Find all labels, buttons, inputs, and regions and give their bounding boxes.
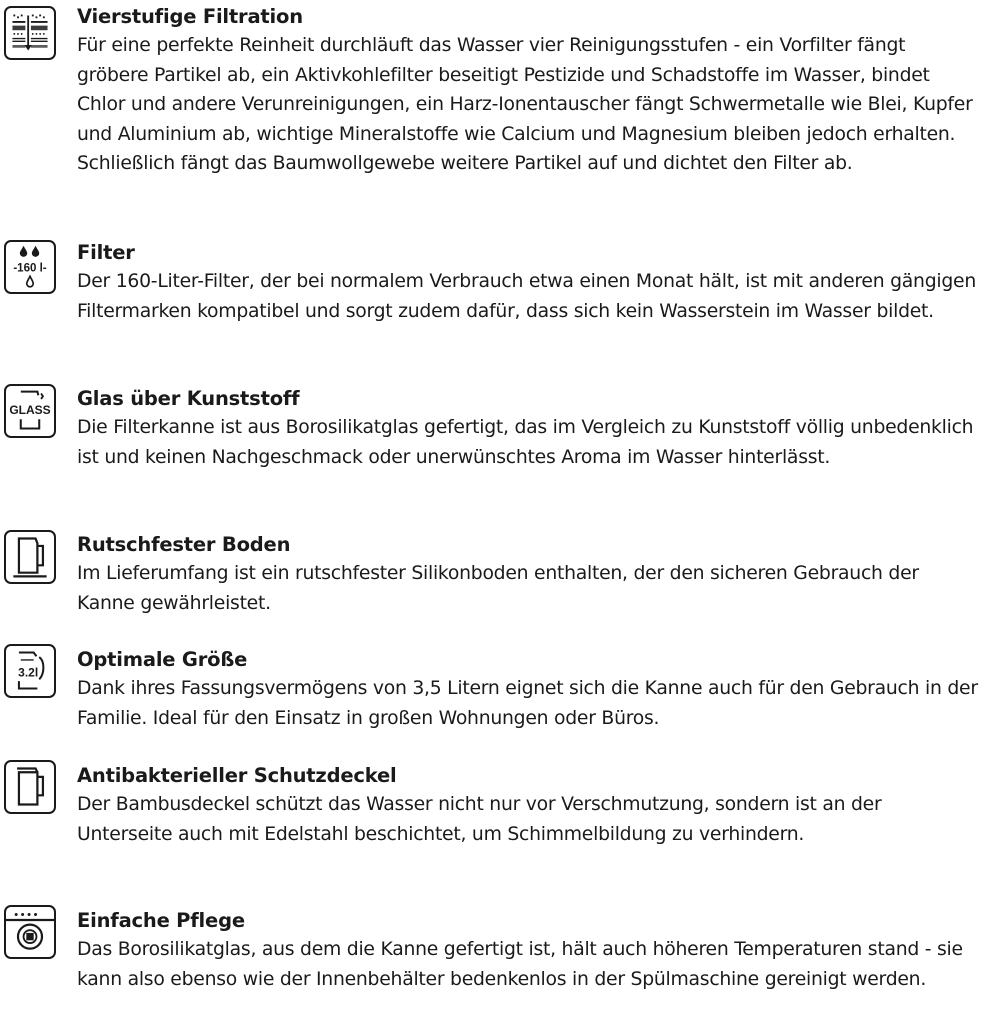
- feature-title: Optimale Größe: [77, 648, 248, 671]
- feature-text: Der 160-Liter-Filter, der bei normalem Verbrauch etwa einen Monat hält, ist mit anderen gängigen Filtermarken kompatibel und sorgt zudem dafür, dass sich kein Wasserstein im Wasser bildet.: [77, 271, 976, 322]
- feature-title: Glas über Kunststoff: [77, 387, 300, 410]
- icon-label: GLASS: [9, 402, 51, 417]
- feature-text: Die Filterkanne ist aus Borosilikatglas gefertigt, das im Vergleich zu Kunststoff völlig unbedenklich ist und keinen Nachgeschmack oder unerwünschtes Aroma im Wasser hinterlässt.: [77, 417, 974, 468]
- water-drops-icon: [4, 240, 56, 294]
- feature-title: Rutschfester Boden: [77, 533, 291, 556]
- feature-title: Antibakterieller Schutzdeckel: [77, 764, 397, 787]
- glass-jug-icon: [4, 384, 56, 438]
- feature-text: Das Borosilikatglas, aus dem die Kanne gefertigt ist, hält auch höheren Temperaturen stand - sie kann also ebenso wie der Innenbehälter bedenkenlos in der Spülmaschine gereinigt werden.: [77, 939, 963, 990]
- feature-title: Filter: [77, 241, 135, 264]
- feature-text: Im Lieferumfang ist ein rutschfester Silikonboden enthalten, der den sicheren Gebrauch der Kanne gewährleistet.: [77, 563, 919, 614]
- filtration-layers-icon: [4, 6, 56, 60]
- jug-capacity-icon: [4, 644, 56, 698]
- feature-title: Vierstufige Filtration: [77, 5, 303, 28]
- feature-text: Dank ihres Fassungsvermögens von 3,5 Litern eignet sich die Kanne auch für den Gebrauch in der Familie. Ideal für den Einsatz in großen Wohnungen oder Büros.: [77, 678, 978, 729]
- icon-label: -160 l-: [13, 262, 47, 275]
- feature-text: Der Bambusdeckel schützt das Wasser nicht nur vor Verschmutzung, sondern ist an der Unterseite auch mit Edelstahl beschichtet, um Schimmelbildung zu verhindern.: [77, 794, 882, 845]
- jug-lid-icon: [4, 760, 56, 814]
- feature-text: Für eine perfekte Reinheit durchläuft das Wasser vier Reinigungsstufen - ein Vorfilter fängt gröbere Partikel ab, ein Aktivkohlefilter beseitigt Pestizide und Schadstoffe im Wasser, bindet Chlor und andere Verunreinigungen, ein Harz-Ionentauscher fängt Schwermetalle wie Blei, Kupfer und Aluminium ab, wichtige Mineralstoffe wie Calcium und Magnesium bleiben jedoch erhalten. Schließlich fängt das Baumwollgewebe weitere Partikel auf und dichtet den Filter ab.: [77, 35, 973, 175]
- jug-base-icon: [4, 530, 56, 584]
- dishwasher-icon: [4, 905, 56, 959]
- feature-title: Einfache Pflege: [77, 909, 245, 932]
- icon-label: 3.2l: [18, 665, 39, 680]
